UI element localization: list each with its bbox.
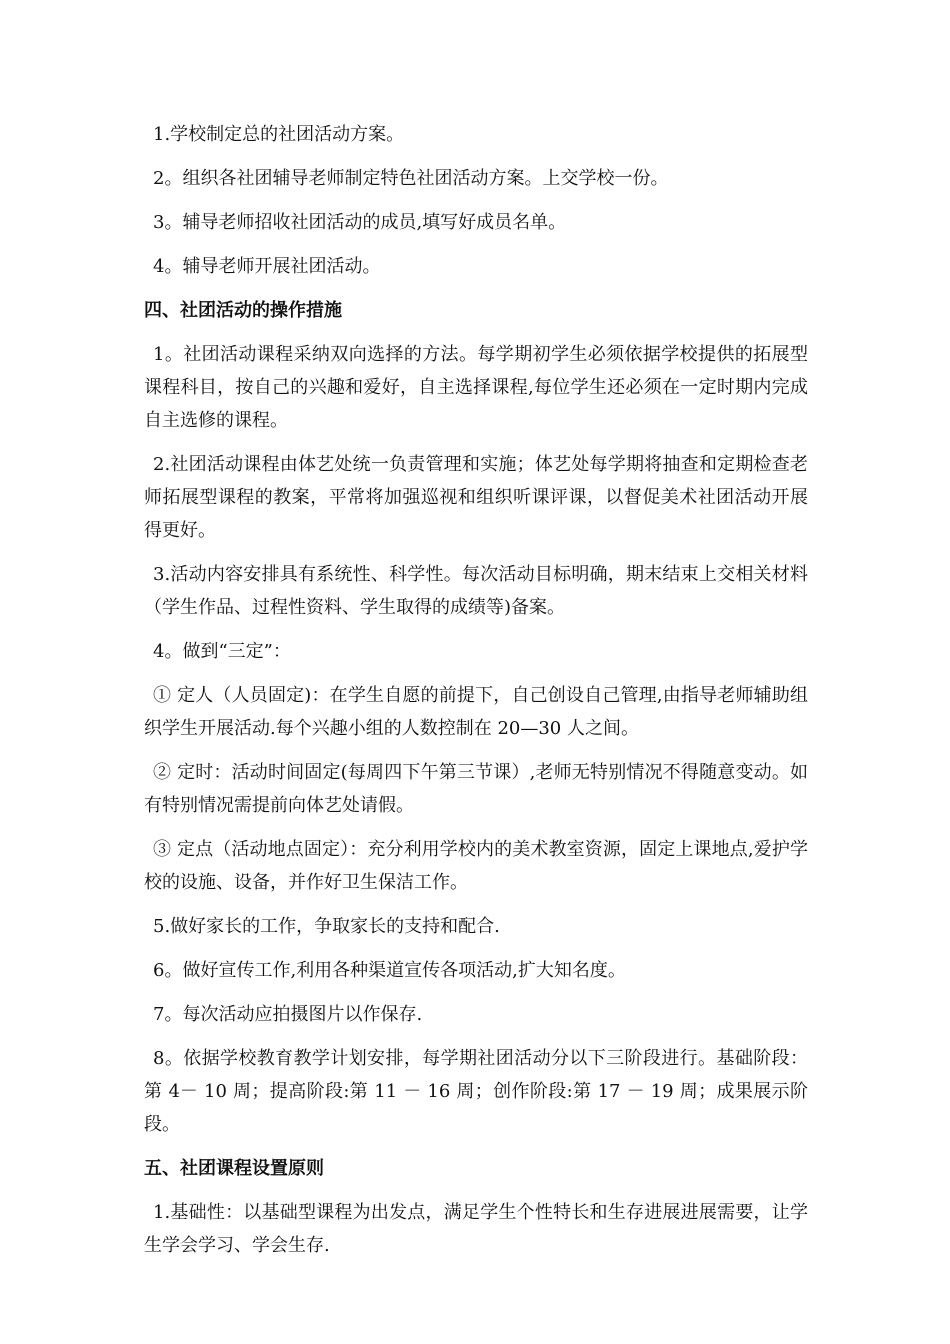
- paragraph-measure-6: 6。做好宣传工作,利用各种渠道宣传各项活动,扩大知名度。: [153, 960, 626, 981]
- paragraph-fixed-place: ③ 定点（活动地点固定）：充分利用学校内的美术教室资源，固定上课地点,爱护学校的设施、设备，并作好卫生保洁工作。: [144, 839, 808, 893]
- paragraph-fixed-people: ① 定人（人员固定)：在学生自愿的前提下，自己创设自己管理,由指导老师辅助组织学生开展活动.每个兴趣小组的人数控制在 20—30 人之间。: [144, 685, 808, 739]
- paragraph-measure-5: 5.做好家长的工作，争取家长的支持和配合.: [153, 916, 500, 937]
- section-heading-4: 四、社团活动的操作措施: [144, 300, 342, 321]
- paragraph-measure-1: 1。社团活动课程采纳双向选择的方法。每学期初学生必须依据学校提供的拓展型课程科目，按自己的兴趣和爱好，自主选择课程,每位学生还必须在一定时期内完成自主选修的课程。: [144, 344, 808, 431]
- paragraph-measure-3: 3.活动内容安排具有系统性、科学性。每次活动目标明确，期末结束上交相关材料（学生作品、过程性资料、学生取得的成绩等)备案。: [144, 564, 808, 618]
- paragraph-plan-1: 1.学校制定总的社团活动方案。: [153, 124, 405, 145]
- paragraph-plan-4: 4。辅导老师开展社团活动。: [153, 256, 381, 277]
- paragraph-principle-1: 1.基础性：以基础型课程为出发点，满足学生个性特长和生存进展进展需要，让学生学会学习、学会生存.: [144, 1202, 808, 1256]
- paragraph-measure-4: 4。做到“三定”：: [153, 641, 291, 662]
- paragraph-plan-2: 2。组织各社团辅导老师制定特色社团活动方案。上交学校一份。: [153, 168, 669, 189]
- paragraph-measure-7: 7。每次活动应拍摄图片以作保存.: [153, 1004, 423, 1025]
- paragraph-measure-2: 2.社团活动课程由体艺处统一负责管理和实施；体艺处每学期将抽查和定期检查老师拓展型课程的教案，平常将加强巡视和组织听课评课，以督促美术社团活动开展得更好。: [144, 454, 808, 541]
- paragraph-fixed-time: ② 定时：活动时间固定(每周四下午第三节课）,老师无特别情况不得随意变动。如有特别情况需提前向体艺处请假。: [144, 762, 808, 816]
- section-heading-5: 五、社团课程设置原则: [144, 1158, 324, 1179]
- paragraph-measure-8: 8。依据学校教育教学计划安排，每学期社团活动分以下三阶段进行。基础阶段：第 4－ 10 周；提高阶段:第 11 － 16 周；创作阶段:第 17 － 19 周；成果展示阶段。: [144, 1048, 808, 1135]
- paragraph-plan-3: 3。辅导老师招收社团活动的成员,填写好成员名单。: [153, 212, 567, 233]
